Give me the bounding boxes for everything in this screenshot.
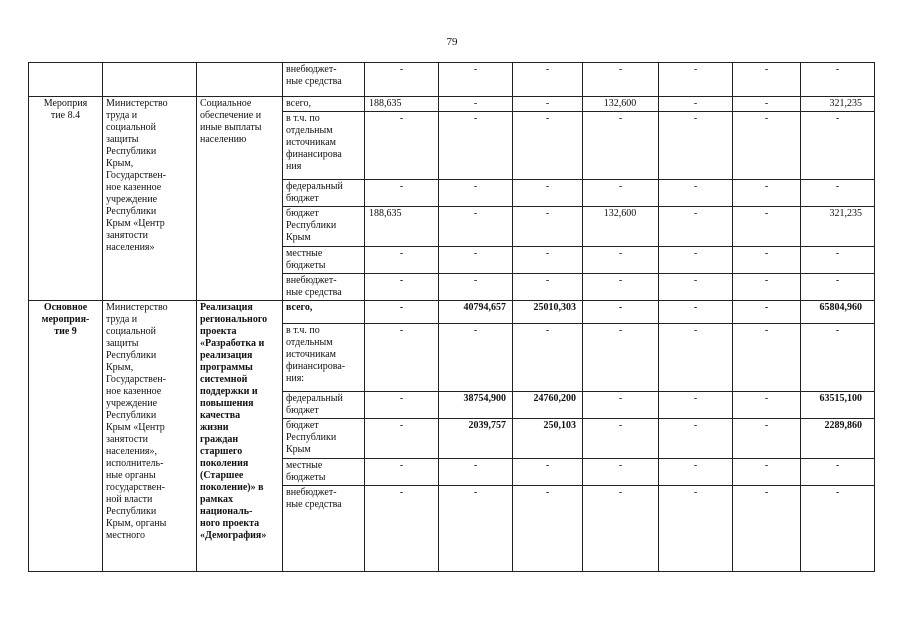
- value-cell: -: [439, 324, 513, 392]
- value-cell: -: [583, 324, 659, 392]
- event-name-cell: Социальное обеспечение и иные выплаты населению: [197, 97, 283, 301]
- value-cell: -: [513, 180, 583, 207]
- value-cell: -: [439, 63, 513, 97]
- table-row: [29, 63, 875, 97]
- value-cell: -: [801, 324, 875, 392]
- value-cell: -: [513, 459, 583, 486]
- table-row: [29, 97, 875, 112]
- value-cell: 63515,100: [801, 392, 875, 419]
- funding-source-cell: внебюджет- ные средства: [283, 63, 365, 97]
- value-cell: -: [583, 247, 659, 274]
- value-cell: -: [659, 97, 733, 112]
- value-cell: -: [365, 419, 439, 459]
- value-cell: -: [365, 180, 439, 207]
- value-cell: -: [733, 207, 801, 247]
- value-cell: -: [439, 112, 513, 180]
- value-cell: -: [659, 459, 733, 486]
- value-cell: 65804,960: [801, 301, 875, 324]
- value-cell: -: [513, 274, 583, 301]
- value-cell: 321,235: [801, 207, 875, 247]
- value-cell: -: [733, 274, 801, 301]
- value-cell: -: [365, 459, 439, 486]
- value-cell: -: [733, 112, 801, 180]
- value-cell: -: [365, 112, 439, 180]
- value-cell: -: [659, 207, 733, 247]
- event-name-cell: Реализация регионального проекта «Разработка и реализация программы системной поддержки и повышения качества жизни граждан старшего поколения (Старшее поколение)» в рамках националь- ного проекта «Демография»: [197, 301, 283, 572]
- value-cell: 188,635: [365, 207, 439, 247]
- value-cell: -: [439, 180, 513, 207]
- value-cell: -: [365, 324, 439, 392]
- value-cell: -: [659, 392, 733, 419]
- value-cell: -: [513, 324, 583, 392]
- funding-source-cell: бюджет Республики Крым: [283, 207, 365, 247]
- value-cell: -: [801, 274, 875, 301]
- funding-source-cell: внебюджет- ные средства: [283, 486, 365, 572]
- value-cell: -: [659, 419, 733, 459]
- page-number: 79: [446, 36, 458, 48]
- value-cell: -: [365, 274, 439, 301]
- funding-source-cell: в т.ч. по отдельным источникам финансирова- ния:: [283, 324, 365, 392]
- value-cell: -: [659, 274, 733, 301]
- value-cell: -: [801, 180, 875, 207]
- executor-cell: Министерство труда и социальной защиты Республики Крым, Государствен- ное казенное учреждение Республики Крым «Центр занятости населения»: [103, 97, 197, 301]
- value-cell: -: [583, 301, 659, 324]
- value-cell: 25010,303: [513, 301, 583, 324]
- value-cell: -: [365, 486, 439, 572]
- value-cell: 321,235: [801, 97, 875, 112]
- value-cell: 132,600: [583, 207, 659, 247]
- value-cell: -: [365, 301, 439, 324]
- value-cell: 132,600: [583, 97, 659, 112]
- value-cell: -: [659, 63, 733, 97]
- value-cell: -: [659, 324, 733, 392]
- value-cell: -: [733, 419, 801, 459]
- value-cell: -: [365, 392, 439, 419]
- value-cell: -: [733, 301, 801, 324]
- value-cell: -: [733, 324, 801, 392]
- value-cell: -: [439, 247, 513, 274]
- funding-source-cell: внебюджет- ные средства: [283, 274, 365, 301]
- value-cell: -: [733, 392, 801, 419]
- value-cell: -: [583, 274, 659, 301]
- value-cell: -: [365, 63, 439, 97]
- value-cell: 38754,900: [439, 392, 513, 419]
- executor-cell: Министерство труда и социальной защиты Республики Крым, Государствен- ное казенное учреждение Республики Крым «Центр занятости населения», исполнитель- ные органы государствен- ной власти Республики Крым, органы местного: [103, 301, 197, 572]
- value-cell: -: [513, 112, 583, 180]
- value-cell: -: [439, 207, 513, 247]
- value-cell: -: [513, 207, 583, 247]
- value-cell: -: [365, 247, 439, 274]
- value-cell: 188,635: [365, 97, 439, 112]
- value-cell: -: [733, 486, 801, 572]
- value-cell: -: [439, 459, 513, 486]
- funding-source-cell: в т.ч. по отдельным источникам финансирова ния: [283, 112, 365, 180]
- value-cell: -: [659, 247, 733, 274]
- value-cell: -: [733, 63, 801, 97]
- value-cell: -: [583, 63, 659, 97]
- value-cell: -: [801, 63, 875, 97]
- table-row: [29, 301, 875, 324]
- value-cell: -: [513, 63, 583, 97]
- funding-source-cell: федеральный бюджет: [283, 180, 365, 207]
- empty-cell: [197, 63, 283, 97]
- value-cell: -: [439, 486, 513, 572]
- value-cell: -: [513, 247, 583, 274]
- value-cell: 2289,860: [801, 419, 875, 459]
- budget-table: [28, 62, 875, 572]
- value-cell: -: [659, 180, 733, 207]
- value-cell: -: [583, 486, 659, 572]
- value-cell: -: [583, 419, 659, 459]
- value-cell: -: [583, 112, 659, 180]
- value-cell: -: [801, 459, 875, 486]
- value-cell: -: [513, 97, 583, 112]
- value-cell: -: [583, 459, 659, 486]
- value-cell: -: [733, 180, 801, 207]
- value-cell: 2039,757: [439, 419, 513, 459]
- funding-source-cell: бюджет Республики Крым: [283, 419, 365, 459]
- value-cell: -: [733, 247, 801, 274]
- value-cell: -: [659, 486, 733, 572]
- value-cell: -: [439, 97, 513, 112]
- value-cell: -: [659, 301, 733, 324]
- value-cell: 40794,657: [439, 301, 513, 324]
- value-cell: 250,103: [513, 419, 583, 459]
- value-cell: -: [583, 180, 659, 207]
- value-cell: -: [513, 486, 583, 572]
- value-cell: 24760,200: [513, 392, 583, 419]
- funding-source-cell: местные бюджеты: [283, 247, 365, 274]
- value-cell: -: [733, 459, 801, 486]
- value-cell: -: [659, 112, 733, 180]
- value-cell: -: [733, 97, 801, 112]
- value-cell: -: [583, 392, 659, 419]
- event-number-cell: Мероприя тие 8.4: [29, 97, 103, 301]
- funding-source-cell: всего,: [283, 97, 365, 112]
- empty-cell: [29, 63, 103, 97]
- empty-cell: [103, 63, 197, 97]
- value-cell: -: [801, 112, 875, 180]
- value-cell: -: [801, 486, 875, 572]
- value-cell: -: [439, 274, 513, 301]
- value-cell: -: [801, 247, 875, 274]
- funding-source-cell: федеральный бюджет: [283, 392, 365, 419]
- funding-source-cell: всего,: [283, 301, 365, 324]
- funding-source-cell: местные бюджеты: [283, 459, 365, 486]
- event-number-cell: Основное мероприя- тие 9: [29, 301, 103, 572]
